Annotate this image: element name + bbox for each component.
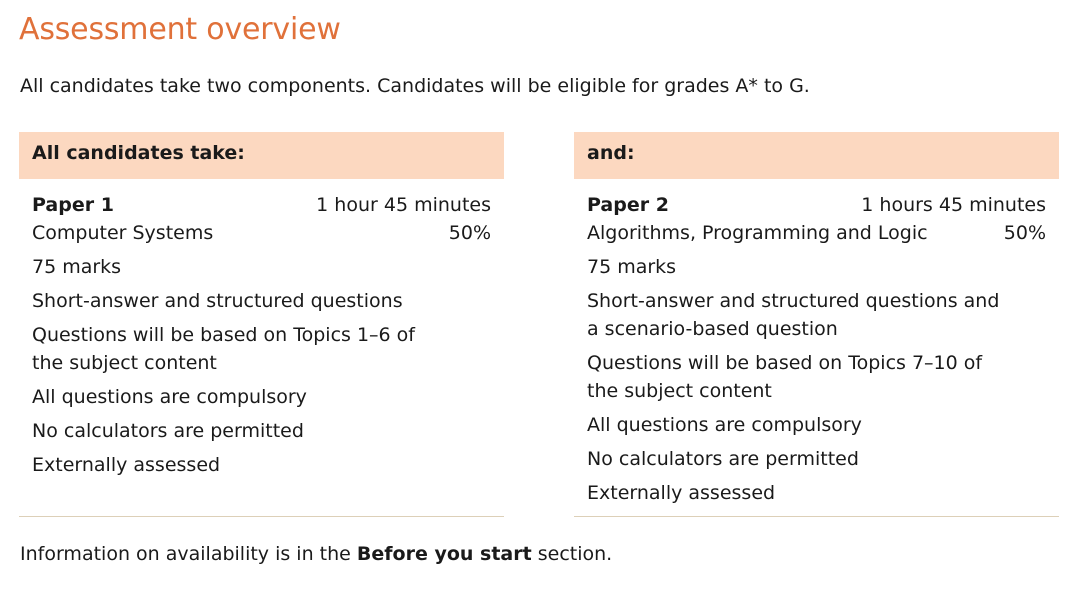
paper-title-row <box>587 191 1046 219</box>
intro-text: All candidates take two components. Candidates will be eligible for grades A* to G. <box>20 75 810 97</box>
list-item: All questions are compulsory <box>32 386 307 408</box>
list-item: 75 marks <box>587 256 677 278</box>
list-item: 75 marks <box>32 256 122 278</box>
paper-1-panel <box>19 132 504 517</box>
list-item: Externally assessed <box>587 482 776 504</box>
list-item: Questions will be based on Topics 7–10 of the subject content <box>587 352 983 402</box>
paper-weight: 50% <box>1003 222 1046 244</box>
paper-name: Paper 2 <box>587 194 669 216</box>
paper-subject: Algorithms, Programming and Logic <box>587 222 928 244</box>
list-item: No calculators are permitted <box>587 448 859 470</box>
panel-header-and: and: <box>574 132 1059 179</box>
paper-duration: 1 hour 45 minutes <box>316 194 491 216</box>
list-item: Externally assessed <box>32 454 221 476</box>
paper-weight: 50% <box>448 222 491 244</box>
paper-title-row <box>32 191 491 219</box>
panel-header-all-candidates: All candidates take: <box>19 132 504 179</box>
paper-subject: Computer Systems <box>32 222 214 244</box>
panel-body-paper-1 <box>19 179 504 517</box>
list-item: All questions are compulsory <box>587 414 862 436</box>
paper-2-panel <box>574 132 1059 517</box>
list-item: Short-answer and structured questions and a scenario-based question <box>587 290 1000 340</box>
panel-body-paper-2 <box>574 179 1059 517</box>
footer-note <box>20 543 612 565</box>
paper-duration: 1 hours 45 minutes <box>861 194 1046 216</box>
footer-text-after: section. <box>531 543 613 565</box>
list-item: Short-answer and structured questions <box>32 290 403 312</box>
before-you-start-link-text: Before you start <box>356 543 532 565</box>
paper-subject-row <box>587 219 1046 247</box>
paper-subject-row <box>32 219 491 247</box>
footer-text-before: Information on availability is in the <box>20 543 357 565</box>
list-item: No calculators are permitted <box>32 420 304 442</box>
page-title: Assessment overview <box>19 12 341 47</box>
paper-name: Paper 1 <box>32 194 114 216</box>
list-item: Questions will be based on Topics 1–6 of the subject content <box>32 324 415 374</box>
